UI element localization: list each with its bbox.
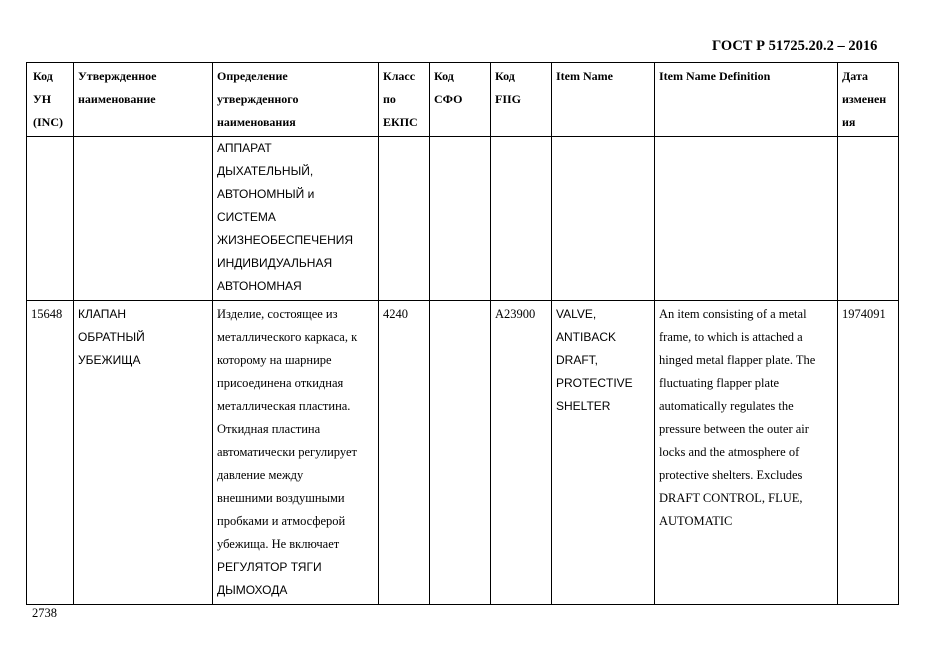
cell-ekps bbox=[379, 137, 430, 301]
cell-fiig bbox=[491, 137, 552, 301]
cell-ekps: 4240 bbox=[379, 301, 430, 605]
header-sfo: Код СФО bbox=[430, 63, 491, 137]
header-inc: Код УН (INC) bbox=[27, 63, 74, 137]
cell-sfo bbox=[430, 137, 491, 301]
table-row bbox=[27, 137, 899, 301]
header-fiig: Код FIIG bbox=[491, 63, 552, 137]
header-item-name: Item Name bbox=[552, 63, 655, 137]
page-number: 2738 bbox=[32, 606, 57, 620]
catalog-table bbox=[26, 62, 899, 605]
cell-approved-name: КЛАПАН ОБРАТНЫЙ УБЕЖИЩА bbox=[74, 301, 213, 605]
header-row bbox=[27, 63, 899, 137]
cell-fiig: A23900 bbox=[491, 301, 552, 605]
cell-inc bbox=[27, 137, 74, 301]
cell-item-name-definition: An item consisting of a metal frame, to which is attached a hinged metal flapper plate. The fluctuating flapper plate automatically regulates the pressure between the outer air locks and the atmosphere of protective shelters. Excludes DRAFT CONTROL, FLUE, AUTOMATIC bbox=[655, 301, 838, 605]
cell-item-name-definition bbox=[655, 137, 838, 301]
cell-sfo bbox=[430, 301, 491, 605]
header-change-date: Дата изменен ия bbox=[838, 63, 899, 137]
header-item-name-definition: Item Name Definition bbox=[655, 63, 838, 137]
cell-change-date bbox=[838, 137, 899, 301]
header-definition: Определение утвержденного наименования bbox=[213, 63, 379, 137]
cell-inc: 15648 bbox=[27, 301, 74, 605]
cell-definition: АППАРАТ ДЫХАТЕЛЬНЫЙ, АВТОНОМНЫЙ и СИСТЕМА ЖИЗНЕОБЕСПЕЧЕНИЯ ИНДИВИДУАЛЬНАЯ АВТОНОМНАЯ bbox=[213, 137, 379, 301]
header-approved-name: Утвержденное наименование bbox=[74, 63, 213, 137]
cell-approved-name bbox=[74, 137, 213, 301]
table-row bbox=[27, 301, 899, 605]
header-ekps: Класс по ЕКПС bbox=[379, 63, 430, 137]
cell-definition: Изделие, состоящее из металлического каркаса, к которому на шарнире присоединена откидная металлическая пластина. Откидная пластина автоматически регулирует давление между внешними воздушными пробками и атмосферой убежища. Не включает РЕГУЛЯТОР ТЯГИ ДЫМОХОДА bbox=[213, 301, 379, 605]
standard-designation: ГОСТ Р 51725.20.2 – 2016 bbox=[712, 38, 878, 54]
cell-change-date: 1974091 bbox=[838, 301, 899, 605]
cell-item-name: VALVE, ANTIBACK DRAFT, PROTECTIVE SHELTER bbox=[552, 301, 655, 605]
cell-item-name bbox=[552, 137, 655, 301]
